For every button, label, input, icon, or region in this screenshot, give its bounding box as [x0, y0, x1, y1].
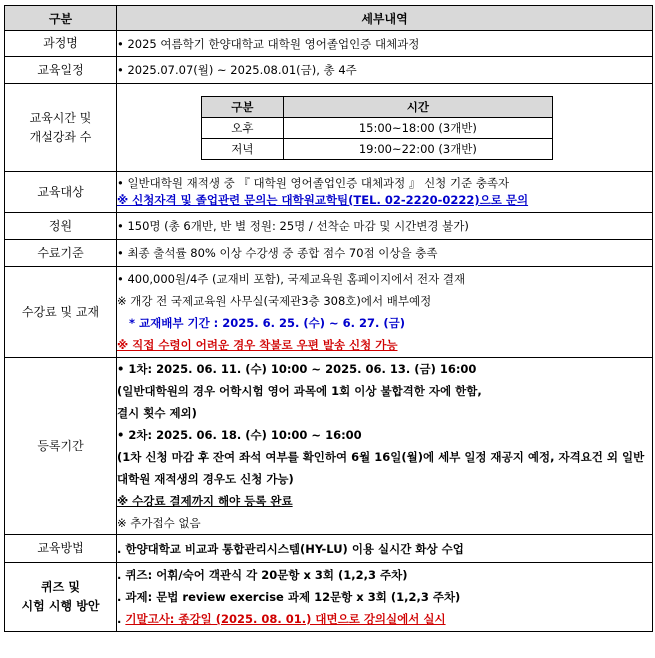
time-label-line2: 개설강좌 수 — [29, 129, 92, 144]
target-value — [117, 172, 653, 213]
row-fee — [5, 267, 653, 358]
registration-value — [117, 358, 653, 535]
row-quiz — [5, 563, 653, 632]
quiz-line1: . 퀴즈: 어휘/숙어 객관식 각 20문항 x 3회 (1,2,3 주차) — [117, 568, 408, 582]
capacity-label: 정원 — [5, 213, 117, 240]
course-name-value: • 2025 여름학기 한양대학교 대학원 영어졸업인증 대체과정 — [117, 31, 653, 57]
target-inquiry-note: ※ 신청자격 및 졸업관련 문의는 대학원교학팀(TEL. 02-2220-0222)으로 문의 — [117, 193, 529, 207]
method-value: . 한양대학교 비교과 통합관리시스템(HY-LU) 이용 실시간 화상 수업 — [117, 535, 653, 563]
time-slot-afternoon: 15:00~18:00 (3개반) — [283, 117, 552, 138]
fee-line2: ※ 개강 전 국제교육원 사무실(국제관3층 308호)에서 배부예정 — [117, 294, 432, 308]
time-label-line1: 교육시간 및 — [29, 110, 92, 125]
textbook-distribution-period: * 교재배부 기간 : 2025. 6. 25. (수) ~ 6. 27. (금) — [129, 316, 406, 330]
header-row — [5, 6, 653, 31]
time-table-row — [202, 138, 553, 159]
row-target — [5, 172, 653, 213]
fee-mail-note: ※ 직접 수령이 어려운 경우 착불로 우편 발송 신청 가능 — [117, 338, 398, 352]
target-line1: • 일반대학원 재적생 중 『 대학원 영어졸업인증 대체과정 』 신청 기준 충족자 — [117, 176, 510, 190]
fee-value — [117, 267, 653, 358]
registration-round2-note: (1차 신청 마감 후 잔여 좌석 여부를 확인하여 6월 16일(월)에 세부 일정 재공지 예정, 자격요건 외 일반대학원 재적생의 경우도 신청 가능) — [117, 450, 645, 486]
row-method — [5, 535, 653, 563]
course-info-table — [4, 5, 653, 632]
time-table-header-time: 시간 — [283, 96, 552, 117]
time-table-header-type: 구분 — [202, 96, 284, 117]
row-registration — [5, 358, 653, 535]
registration-round2: • 2차: 2025. 06. 18. (수) 10:00 ~ 16:00 — [117, 428, 362, 442]
quiz-label-line1: 퀴즈 및 — [41, 580, 80, 594]
quiz-label — [5, 563, 117, 632]
time-slot-evening: 19:00~22:00 (3개반) — [283, 138, 552, 159]
quiz-line3-prefix: . — [117, 612, 126, 626]
header-details: 세부내역 — [117, 6, 653, 31]
time-table — [201, 96, 553, 160]
final-exam-note: 기말고사: 종강일 (2025. 08. 01.) 대면으로 강의실에서 실시 — [125, 612, 446, 626]
target-label: 교육대상 — [5, 172, 117, 213]
quiz-line2: . 과제: 문법 review exercise 과제 12문항 x 3회 (1,2,3 주차) — [117, 590, 461, 604]
time-type-afternoon: 오후 — [202, 117, 284, 138]
registration-round1: • 1차: 2025. 06. 11. (수) 10:00 ~ 2025. 06. 13. (금) 16:00 — [117, 362, 477, 376]
quiz-value — [117, 563, 653, 632]
time-table-row — [202, 117, 553, 138]
capacity-value: • 150명 (총 6개반, 반 별 정원: 25명 / 선착순 마감 및 시간변경 불가) — [117, 213, 653, 240]
quiz-line3 — [117, 608, 652, 630]
row-schedule — [5, 57, 653, 84]
completion-label: 수료기준 — [5, 240, 117, 267]
registration-round1-cond2: 결시 횟수 제외) — [117, 406, 197, 420]
course-name-label: 과정명 — [5, 31, 117, 57]
time-label — [5, 84, 117, 172]
row-time — [5, 84, 653, 172]
registration-round1-cond: (일반대학원의 경우 어학시험 영어 과목에 1회 이상 불합격한 자에 한함, — [117, 384, 482, 398]
schedule-label: 교육일정 — [5, 57, 117, 84]
schedule-value: • 2025.07.07(월) ~ 2025.08.01(금), 총 4주 — [117, 57, 653, 84]
registration-payment-note: ※ 수강료 결제까지 해야 등록 완료 — [117, 494, 293, 508]
completion-value: • 최종 출석률 80% 이상 수강생 중 종합 점수 70점 이상을 충족 — [117, 240, 653, 267]
method-label: 교육방법 — [5, 535, 117, 563]
header-category: 구분 — [5, 6, 117, 31]
row-completion — [5, 240, 653, 267]
registration-no-extra: ※ 추가접수 없음 — [117, 516, 201, 530]
time-type-evening: 저녁 — [202, 138, 284, 159]
row-course-name — [5, 31, 653, 57]
quiz-label-line2: 시험 시행 방안 — [21, 599, 100, 613]
fee-line1: • 400,000원/4주 (교재비 포함), 국제교육원 홈페이지에서 전자 결재 — [117, 272, 466, 286]
row-capacity — [5, 213, 653, 240]
fee-label: 수강료 및 교재 — [5, 267, 117, 358]
time-cell — [117, 84, 653, 172]
registration-label: 등록기간 — [5, 358, 117, 535]
